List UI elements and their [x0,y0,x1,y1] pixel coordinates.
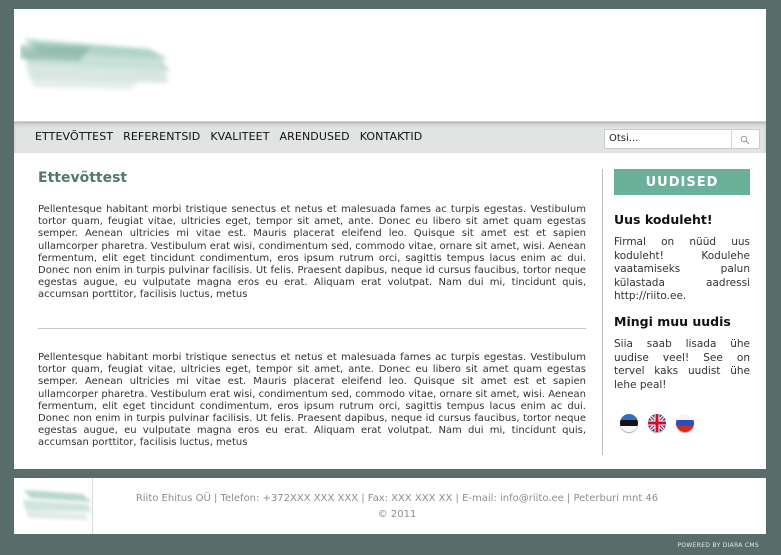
footer-logo [22,484,94,524]
sidebar-divider [602,169,603,455]
nav-item-arendused[interactable]: ARENDUSED [279,130,350,143]
content-paragraph: Pellentesque habitant morbi tristique senectus et netus et malesuada fames ac turpis egestas. Vestibulum tortor quam, feugiat vitae, ultricies eget, tempor sit amet, ante. Donec eu libero sit amet quam egestas semper. Aenean ultricies mi vitae est. Mauris placerat eleifend leo. Quisque sit amet est et sapien ullamcorper pharetra. Vestibulum erat wisi, condimentum sed, commodo vitae, ornare sit amet, wisi. Aenean fermentum, elit eget tincidunt condimentum, eros ipsum rutrum orci, sagittis tempus lacus enim ac dui. Donec non enim in turpis pulvinar facilisis. Ut felis. Praesent dapibus, neque id cursus faucibus, tortor neque egestas augue, eu vulputate magna eros eu erat. Aliquam erat volutpat. Nam dui mi, tincidunt quis, accumsan porttitor, facilisis luctus, metus [38,204,586,301]
powered-by-label[interactable]: POWERED BY DIARA CMS [677,542,759,549]
news-item-body: Firmal on nüüd uus koduleht! Kodulehe vaatamiseks palun külastada aadressi http://riito.ee. [614,236,750,302]
search-input[interactable] [605,130,731,146]
language-selector [620,414,694,432]
news-header: UUDISED [614,169,750,195]
nav-item-kvaliteet[interactable]: KVALITEET [210,130,270,143]
content-paragraph: Pellentesque habitant morbi tristique senectus et netus et malesuada fames ac turpis egestas. Vestibulum tortor quam, feugiat vitae, ultricies eget, tempor sit amet, ante. Donec eu libero sit amet quam egestas semper. Aenean ultricies mi vitae est. Mauris placerat eleifend leo. Quisque sit amet est et sapien ullamcorper pharetra. Vestibulum erat wisi, condimentum sed, commodo vitae, ornare sit amet, wisi. Aenean fermentum, elit eget tincidunt condimentum, eros ipsum rutrum orci, sagittis tempus lacus enim ac dui. Donec non enim in turpis pulvinar facilisis. Ut felis. Praesent dapibus, neque id cursus faucibus, tortor neque egestas augue, eu vulputate magna eros eu erat. Aliquam erat volutpat. Nam dui mi, tincidunt quis, accumsan porttitor, facilisis luctus, metus [38,352,586,449]
search-button[interactable] [731,130,758,148]
footer-contact [124,491,670,523]
footer-contact-line: Riito Ehitus OÜ | Telefon: +372XXX XXX XXX | Fax: XXX XXX XX | E-mail: info@riito.ee | Peterburi mnt 46 [135,493,659,504]
footer [14,478,766,534]
news-item-body: Siia saab lisada ühe uudise veel! See on tervel kaks uudist ühe lehe peal! [614,338,750,391]
header [14,9,766,122]
content-divider [38,328,586,329]
search-box [604,129,760,149]
english-flag-icon[interactable] [648,414,666,432]
nav-menu [35,131,422,143]
main-navigation [14,122,766,153]
page-title: Ettevõttest [38,170,128,186]
main-content [38,169,586,449]
search-icon [740,130,750,149]
news-item-title: Mingi muu uudis [614,314,731,329]
news-sidebar [614,169,750,391]
footer-copyright: © 2011 [377,509,417,520]
nav-item-kontaktid[interactable]: KONTAKTID [359,130,423,143]
nav-item-ettevottest[interactable]: ETTEVÕTTEST [35,130,114,143]
russian-flag-icon[interactable] [676,414,694,432]
company-logo[interactable] [20,31,172,95]
footer-divider [92,478,93,534]
nav-item-referentsid[interactable]: REFERENTSID [123,130,201,143]
news-item-title: Uus koduleht! [614,212,713,227]
page-container [14,9,766,469]
estonian-flag-icon[interactable] [620,414,638,432]
content-area [14,153,766,469]
